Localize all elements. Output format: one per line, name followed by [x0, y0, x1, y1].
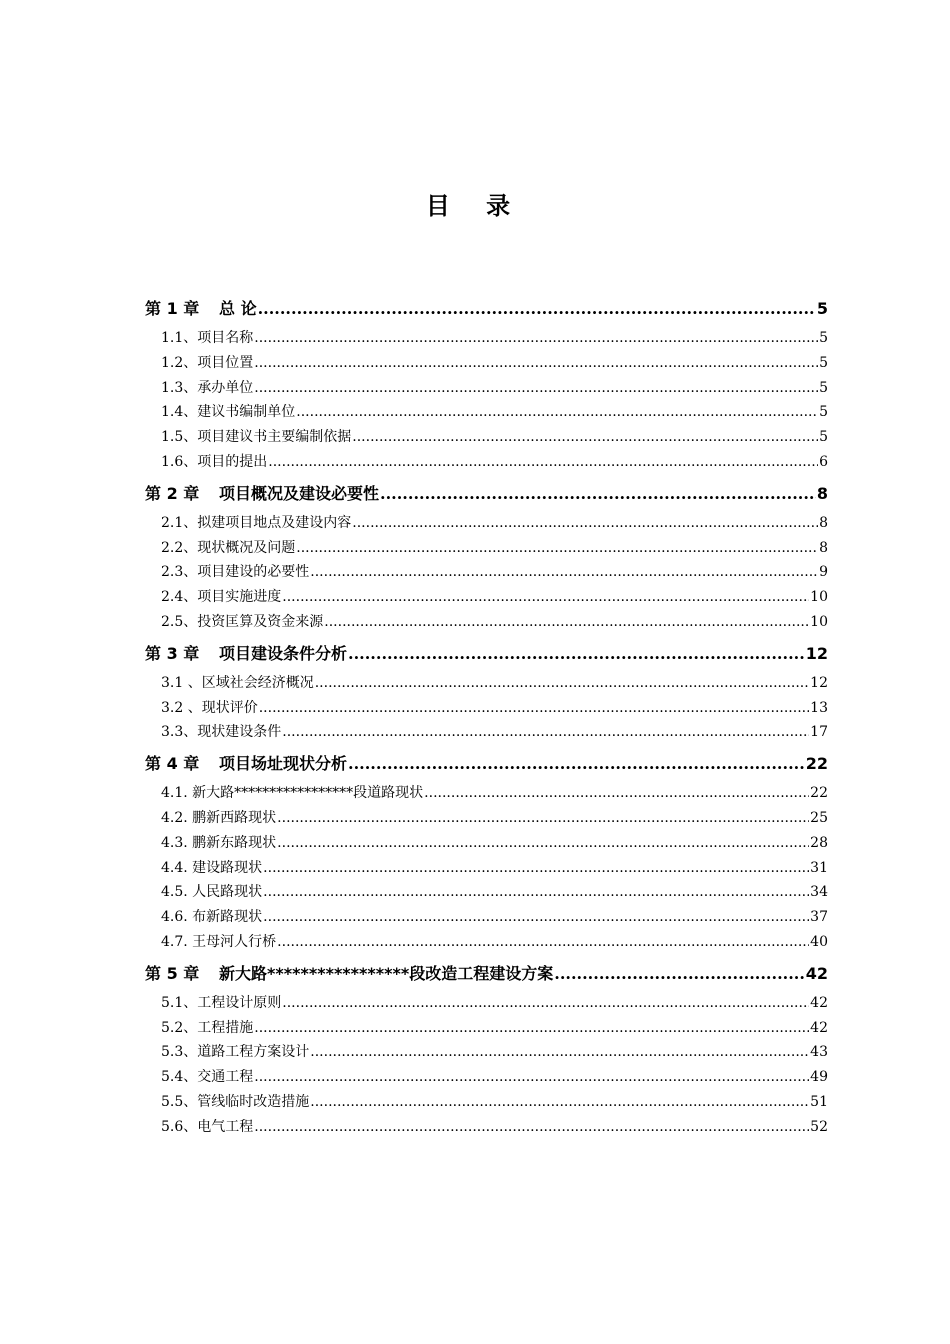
toc-page-number: 13	[810, 699, 828, 716]
toc-section-entry[interactable]	[145, 720, 828, 745]
toc-dot-leader	[424, 781, 809, 806]
toc-page-number: 31	[810, 859, 828, 876]
toc-chapter-entry[interactable]	[145, 477, 828, 511]
toc-page-number: 42	[810, 994, 828, 1011]
toc-page-number: 8	[816, 483, 828, 503]
toc-chapter-title	[145, 477, 379, 511]
toc-section-entry[interactable]	[145, 1065, 828, 1090]
toc-dot-leader	[263, 905, 809, 930]
page-title: 目 录	[425, 192, 525, 220]
toc-page-number: 40	[810, 933, 828, 950]
toc-dot-leader	[254, 326, 818, 351]
toc-dot-leader	[254, 1016, 809, 1041]
toc-section-title: 2.2、现状概况及问题	[161, 539, 296, 556]
toc-section-title: 5.4、交通工程	[161, 1069, 254, 1086]
toc-chapter-name: 总 论	[219, 299, 257, 318]
toc-section-entry[interactable]	[145, 831, 828, 856]
toc-section-entry[interactable]	[145, 351, 828, 376]
toc-dot-leader	[352, 511, 818, 536]
toc-chapter-number: 第 3 章	[145, 643, 200, 663]
toc-chapter-entry[interactable]	[145, 957, 828, 991]
toc-section-entry[interactable]	[145, 856, 828, 881]
toc-section-entry[interactable]	[145, 376, 828, 401]
toc-section-title: 5.2、工程措施	[161, 1019, 254, 1036]
toc-dot-leader	[277, 930, 809, 955]
toc-page-number: 49	[810, 1069, 828, 1086]
toc-dot-leader	[268, 450, 818, 475]
toc-chapter-entry[interactable]	[145, 292, 828, 326]
toc-page-number: 5	[816, 299, 828, 318]
toc-section-entry[interactable]	[145, 1090, 828, 1115]
toc-section-title: 4.5. 人民路现状	[161, 884, 263, 901]
toc-page-number: 52	[810, 1118, 828, 1135]
toc-chapter-name: 项目概况及建设必要性	[219, 483, 380, 503]
toc-dot-leader	[324, 610, 809, 635]
toc-chapter-number: 第 2 章	[145, 483, 200, 503]
toc-page-number: 6	[819, 453, 828, 470]
toc-section-title: 5.1、工程设计原则	[161, 994, 282, 1011]
toc-section-entry[interactable]	[145, 610, 828, 635]
toc-page-number: 17	[810, 724, 828, 741]
toc-section-entry[interactable]	[145, 450, 828, 475]
toc-chapter-name: 项目建设条件分析	[219, 643, 348, 663]
toc-section-entry[interactable]	[145, 326, 828, 351]
toc-chapter-title	[145, 957, 553, 991]
toc-page-number: 12	[805, 643, 828, 663]
toc-dot-leader	[380, 477, 816, 511]
toc-dot-leader	[310, 1090, 809, 1115]
toc-chapter-entry[interactable]	[145, 637, 828, 671]
toc-dot-leader	[254, 351, 818, 376]
toc-page-number: 42	[805, 963, 828, 983]
toc-section-title: 1.1、项目名称	[161, 330, 254, 346]
toc-section-entry[interactable]	[145, 1115, 828, 1140]
toc-page-number: 22	[805, 754, 828, 774]
toc-dot-leader	[254, 1115, 809, 1140]
toc-section-title: 3.1 、区域社会经济概况	[161, 674, 314, 691]
toc-chapter-number: 第 5 章	[145, 963, 200, 983]
toc-section-title: 4.7. 王母河人行桥	[161, 933, 277, 950]
toc-page-number: 28	[810, 834, 828, 851]
toc-page-number: 5	[819, 429, 828, 446]
toc-dot-leader	[254, 376, 818, 401]
toc-dot-leader	[348, 637, 805, 671]
toc-page-number: 42	[810, 1019, 828, 1036]
toc-section-title: 1.5、项目建议书主要编制依据	[161, 429, 352, 446]
toc-page-number: 34	[810, 884, 828, 901]
toc-section-entry[interactable]	[145, 905, 828, 930]
toc-page-number: 5	[819, 404, 828, 421]
toc-section-title: 4.1. 新大路*****************段道路现状	[161, 785, 424, 802]
toc-section-entry[interactable]	[145, 991, 828, 1016]
toc-page-number: 10	[810, 613, 828, 630]
toc-section-title: 1.6、项目的提出	[161, 453, 268, 470]
toc-section-entry[interactable]	[145, 696, 828, 721]
toc-chapter-title	[145, 747, 347, 781]
toc-section-title: 4.4. 建设路现状	[161, 859, 263, 876]
toc-section-title: 5.6、电气工程	[161, 1118, 254, 1135]
toc-section-title: 2.1、拟建项目地点及建设内容	[161, 514, 352, 531]
toc-section-title: 2.5、投资匡算及资金来源	[161, 613, 324, 630]
toc-section-title: 4.2. 鹏新西路现状	[161, 809, 277, 826]
toc-dot-leader	[277, 831, 809, 856]
toc-section-title: 1.2、项目位置	[161, 354, 254, 371]
table-of-contents	[145, 292, 828, 1140]
toc-chapter-name: 新大路*****************段改造工程建设方案	[219, 963, 554, 983]
toc-page-number: 12	[810, 674, 828, 691]
toc-section-title: 1.4、建议书编制单位	[161, 404, 296, 421]
toc-section-entry[interactable]	[145, 560, 828, 585]
toc-page-number: 25	[810, 809, 828, 826]
toc-section-title: 3.3、现状建设条件	[161, 724, 282, 741]
toc-page-number: 51	[810, 1093, 828, 1110]
toc-chapter-number: 第 1 章	[145, 299, 200, 318]
toc-section-entry[interactable]	[145, 536, 828, 561]
toc-page-number: 8	[819, 514, 828, 531]
toc-section-title: 5.5、管线临时改造措施	[161, 1093, 310, 1110]
toc-chapter-name: 项目场址现状分析	[219, 754, 348, 774]
toc-page-number: 22	[810, 785, 828, 802]
toc-dot-leader	[348, 747, 805, 781]
toc-dot-leader	[296, 400, 818, 425]
toc-page-number: 37	[810, 909, 828, 926]
toc-dot-leader	[296, 536, 818, 561]
toc-section-entry[interactable]	[145, 585, 828, 610]
toc-chapter-number: 第 4 章	[145, 754, 200, 774]
toc-page-number: 10	[810, 589, 828, 606]
toc-section-entry[interactable]	[145, 511, 828, 536]
toc-dot-leader	[315, 671, 809, 696]
toc-section-entry[interactable]	[145, 671, 828, 696]
toc-section-entry[interactable]	[145, 1040, 828, 1065]
toc-dot-leader	[258, 292, 816, 326]
toc-section-entry[interactable]	[145, 930, 828, 955]
toc-dot-leader	[259, 696, 809, 721]
toc-page-number: 9	[819, 564, 828, 581]
toc-section-entry[interactable]	[145, 781, 828, 806]
toc-page-number: 8	[819, 539, 828, 556]
toc-dot-leader	[310, 560, 818, 585]
toc-dot-leader	[554, 957, 804, 991]
toc-page-number: 5	[819, 379, 828, 396]
toc-dot-leader	[277, 806, 809, 831]
toc-section-title: 2.3、项目建设的必要性	[161, 564, 310, 581]
toc-section-title: 5.3、道路工程方案设计	[161, 1044, 310, 1061]
toc-section-entry[interactable]	[145, 1016, 828, 1041]
toc-dot-leader	[282, 720, 809, 745]
toc-section-title: 3.2 、现状评价	[161, 699, 258, 716]
toc-page-number: 43	[810, 1044, 828, 1061]
toc-page-number: 5	[819, 330, 828, 346]
toc-section-title: 2.4、项目实施进度	[161, 589, 282, 606]
toc-dot-leader	[352, 425, 818, 450]
toc-dot-leader	[282, 585, 809, 610]
toc-section-entry[interactable]	[145, 806, 828, 831]
toc-chapter-entry[interactable]	[145, 747, 828, 781]
toc-section-title: 4.6. 布新路现状	[161, 909, 263, 926]
toc-section-title: 1.3、承办单位	[161, 379, 254, 396]
toc-page-number: 5	[819, 354, 828, 371]
toc-dot-leader	[263, 880, 809, 905]
toc-dot-leader	[282, 991, 809, 1016]
toc-section-entry[interactable]	[145, 425, 828, 450]
toc-section-entry[interactable]	[145, 400, 828, 425]
toc-dot-leader	[254, 1065, 809, 1090]
toc-chapter-title	[145, 637, 347, 671]
toc-dot-leader	[263, 856, 809, 881]
toc-chapter-title	[145, 292, 257, 326]
toc-dot-leader	[310, 1040, 809, 1065]
toc-section-entry[interactable]	[145, 880, 828, 905]
toc-section-title: 4.3. 鹏新东路现状	[161, 834, 277, 851]
